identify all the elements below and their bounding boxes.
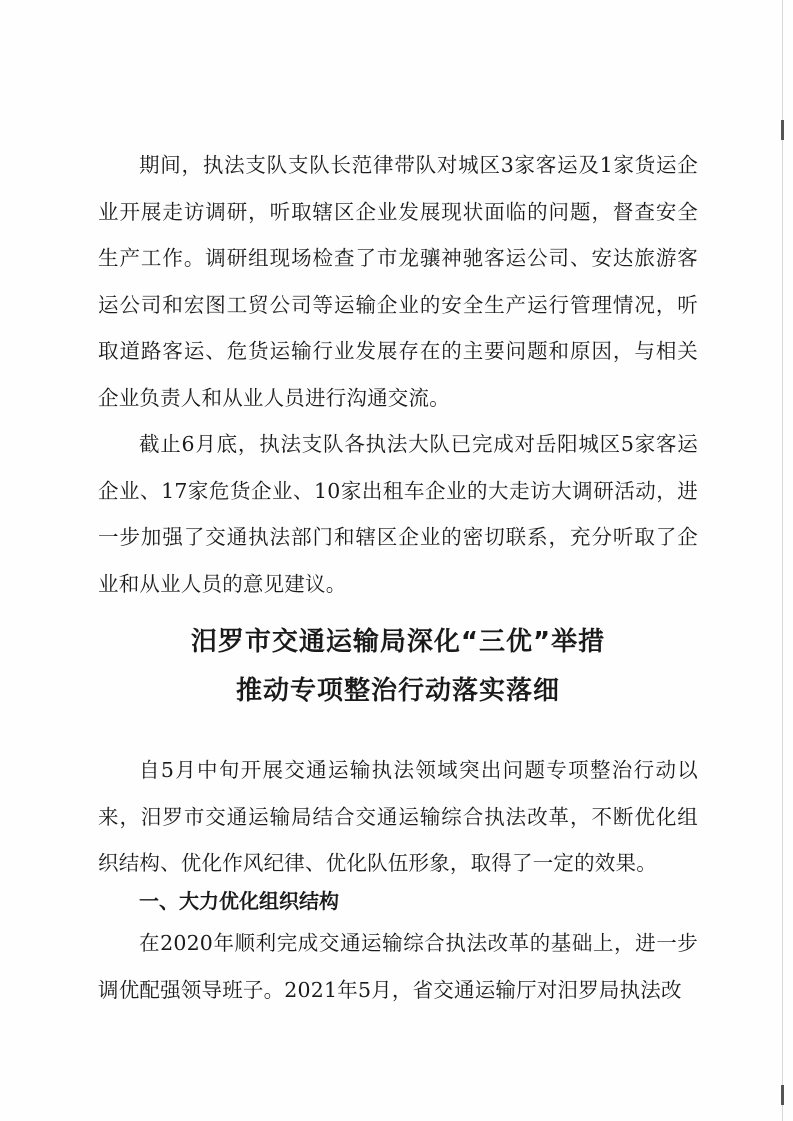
page-edge-line: [782, 0, 783, 1121]
paragraph-section-1: 在2020年顺利完成交通运输综合执法改革的基础上，进一步调优配强领导班子。2021年5月，省交通运输厅对汨罗局执法改: [98, 931, 698, 1002]
section-heading-1: 一、大力优化组织结构: [139, 889, 339, 913]
paragraph-inspection-visit: 期间，执法支队支队长范律带队对城区3家客运及1家货运企业开展走访调研，听取辖区企业发展现状面临的问题，督查安全生产工作。调研组现场检查了市龙骧神驰客运公司、安达旅游客运公司和宏图工贸公司等运输企业的安全生产运行管理情况，听取道路客运、危货运输行业发展存在的主要问题和原因，与相关企业负责人和从业人员进行沟通交流。: [98, 153, 698, 410]
article-title-line-2: 推动专项整治行动落实落细: [235, 676, 560, 706]
page-edge-mark: [781, 1085, 784, 1105]
paragraph-intro: 自5月中旬开展交通运输执法领域突出问题专项整治行动以来，汨罗市交通运输局结合交通运输综合执法改革，不断优化组织结构、优化作风纪律、优化队伍形象，取得了一定的效果。: [98, 758, 698, 875]
page-edge-mark: [781, 120, 784, 140]
paragraph-visit-summary: 截止6月底，执法支队各执法大队已完成对岳阳城区5家客运企业、17家危货企业、10家出租车企业的大走访大调研活动，进一步加强了交通执法部门和辖区企业的密切联系，充分听取了企业和从业人员的意见建议。: [98, 432, 698, 596]
article-title: [98, 618, 698, 716]
article-title-line-1: 汨罗市交通运输局深化“三优”举措: [190, 627, 606, 657]
